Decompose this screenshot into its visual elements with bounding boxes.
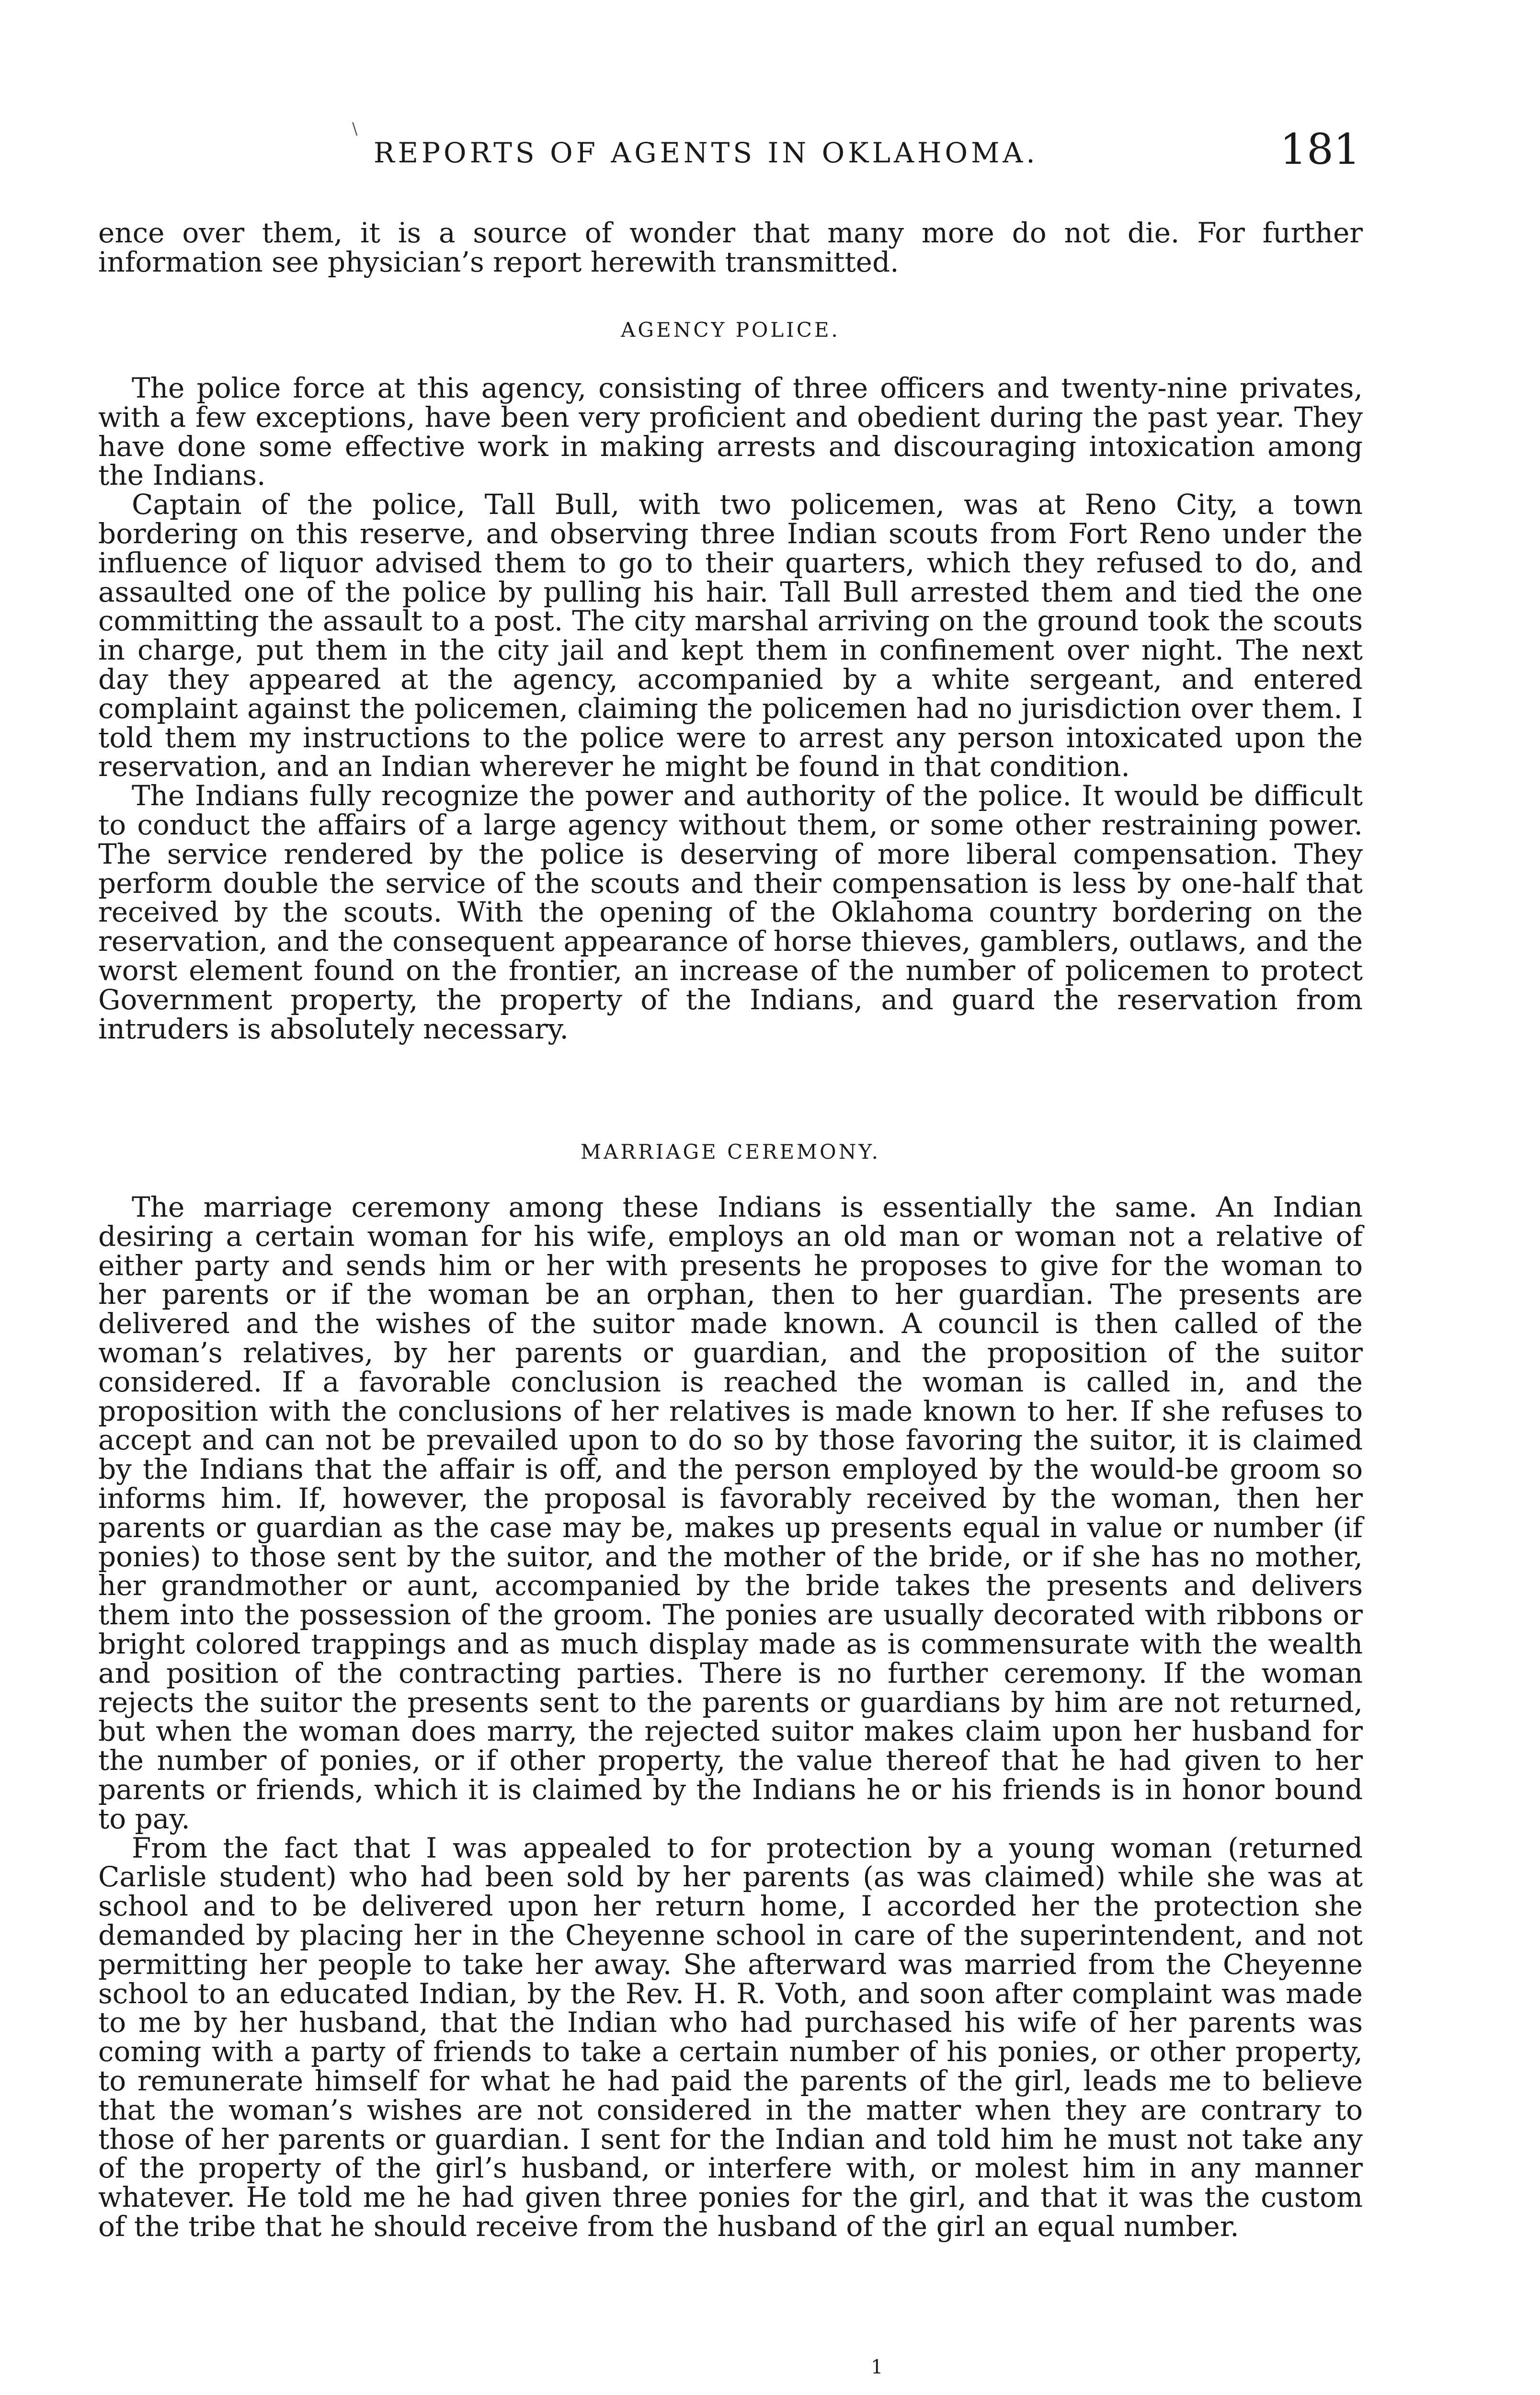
signature-mark: 1 (871, 2356, 883, 2378)
intro-paragraph: ence over them, it is a source of wonder that many more do not die. For further information see physician’s report herewith transmitted. (98, 217, 1363, 278)
agency-police-paragraph-1: The police force at this agency, consisting of three officers and twenty-nine privates, with a few exceptions, have been very proficient and obedient during the past year. They have done some effective work in making arrests and discouraging intoxication among the Indians. (98, 372, 1363, 492)
agency-police-text-block (98, 374, 1363, 1043)
section-heading-agency-police: AGENCY POLICE. (621, 318, 840, 342)
marriage-ceremony-paragraph-1: The marriage ceremony among these Indians is essentially the same. An Indian desiring a certain woman for his wife, employs an old man or woman not a relative of either party and sends him or her with presents he proposes to give for the woman to her parents or if the woman be an orphan, then to her guardian. The presents are delivered and the wishes of the suitor made known. A council is then called of the woman’s relatives, by her parents or guardian, and the proposition of the suitor considered. If a favorable conclusion is reached the woman is called in, and the proposition with the conclusions of her relatives is made known to her. If she refuses to accept and can not be prevailed upon to do so by those favoring the suitor, it is claimed by the Indians that the affair is off, and the person employed by the would-be groom so informs him. If, however, the proposal is favorably received by the woman, then her parents or guardian as the case may be, makes up presents equal in value or number (if ponies) to those sent by the suitor, and the mother of the bride, or if she has no mother, her grandmother or aunt, accompanied by the bride takes the presents and delivers them into the possession of the groom. The ponies are usually decorated with ribbons or bright colored trappings and as much display made as is commensurate with the wealth and position of the contracting parties. There is no further ceremony. If the woman rejects the suitor the presents sent to the parents or guardians by him are not returned, but when the woman does marry, the rejected suitor makes claim upon her husband for the number of ponies, or if other property, the value thereof that he had given to her parents or friends, which it is claimed by the Indians he or his friends is in honor bound to pay. (98, 1191, 1363, 1835)
marriage-ceremony-text-block (98, 1193, 1363, 2241)
intro-text-block (98, 218, 1363, 277)
section-heading-marriage-ceremony: MARRIAGE CEREMONY. (581, 1140, 880, 1163)
agency-police-paragraph-2: Captain of the police, Tall Bull, with two policemen, was at Reno City, a town bordering on this reserve, and observing three Indian scouts from Fort Reno under the influence of liquor advised them to go to their quarters, which they refused to do, and assaulted one of the police by pulling his hair. Tall Bull arrested them and tied the one committing the assault to a post. The city marshal arriving on the ground took the scouts in charge, put them in the city jail and kept them in confinement over night. The next day they appeared at the agency, accompanied by a white sergeant, and entered complaint against the policemen, claiming the policemen had no jurisdiction over them. I told them my instructions to the police were to arrest any person intoxicated upon the reservation, and an Indian wherever he might be found in that condition. (98, 488, 1363, 783)
stray-print-mark: \ (352, 119, 358, 138)
page-number: 181 (1280, 125, 1360, 174)
running-title: REPORTS OF AGENTS IN OKLAHOMA. (374, 137, 1038, 169)
agency-police-paragraph-3: The Indians fully recognize the power and authority of the police. It would be difficult to conduct the affairs of a large agency without them, or some other restraining power. The service rendered by the police is deserving of more liberal compensation. They perform double the service of the scouts and their compensation is less by one-half that received by the scouts. With the opening of the Oklahoma country bordering on the reservation, and the consequent appearance of horse thieves, gamblers, outlaws, and the worst element found on the frontier, an increase of the number of policemen to protect Government property, the property of the Indians, and guard the reservation from intruders is absolutely necessary. (98, 779, 1363, 1045)
marriage-ceremony-paragraph-2: From the fact that I was appealed to for protection by a young woman (returned Carlisle student) who had been sold by her parents (as was claimed) while she was at school and to be delivered upon her return home, I accorded her the protection she demanded by placing her in the Cheyenne school in care of the superintendent, and not permitting her people to take her away. She afterward was married from the Cheyenne school to an educated Indian, by the Rev. H. R. Voth, and soon after complaint was made to me by her husband, that the Indian who had purchased his wife of her parents was coming with a party of friends to take a certain number of his ponies, or other property, to remunerate himself for what he had paid the parents of the girl, leads me to believe that the woman’s wishes are not considered in the matter when they are contrary to those of her parents or guardian. I sent for the Indian and told him he must not take any of the property of the girl’s husband, or interfere with, or molest him in any manner whatever. He told me he had given three ponies for the girl, and that it was the custom of the tribe that he should receive from the husband of the girl an equal number. (98, 1831, 1363, 2243)
